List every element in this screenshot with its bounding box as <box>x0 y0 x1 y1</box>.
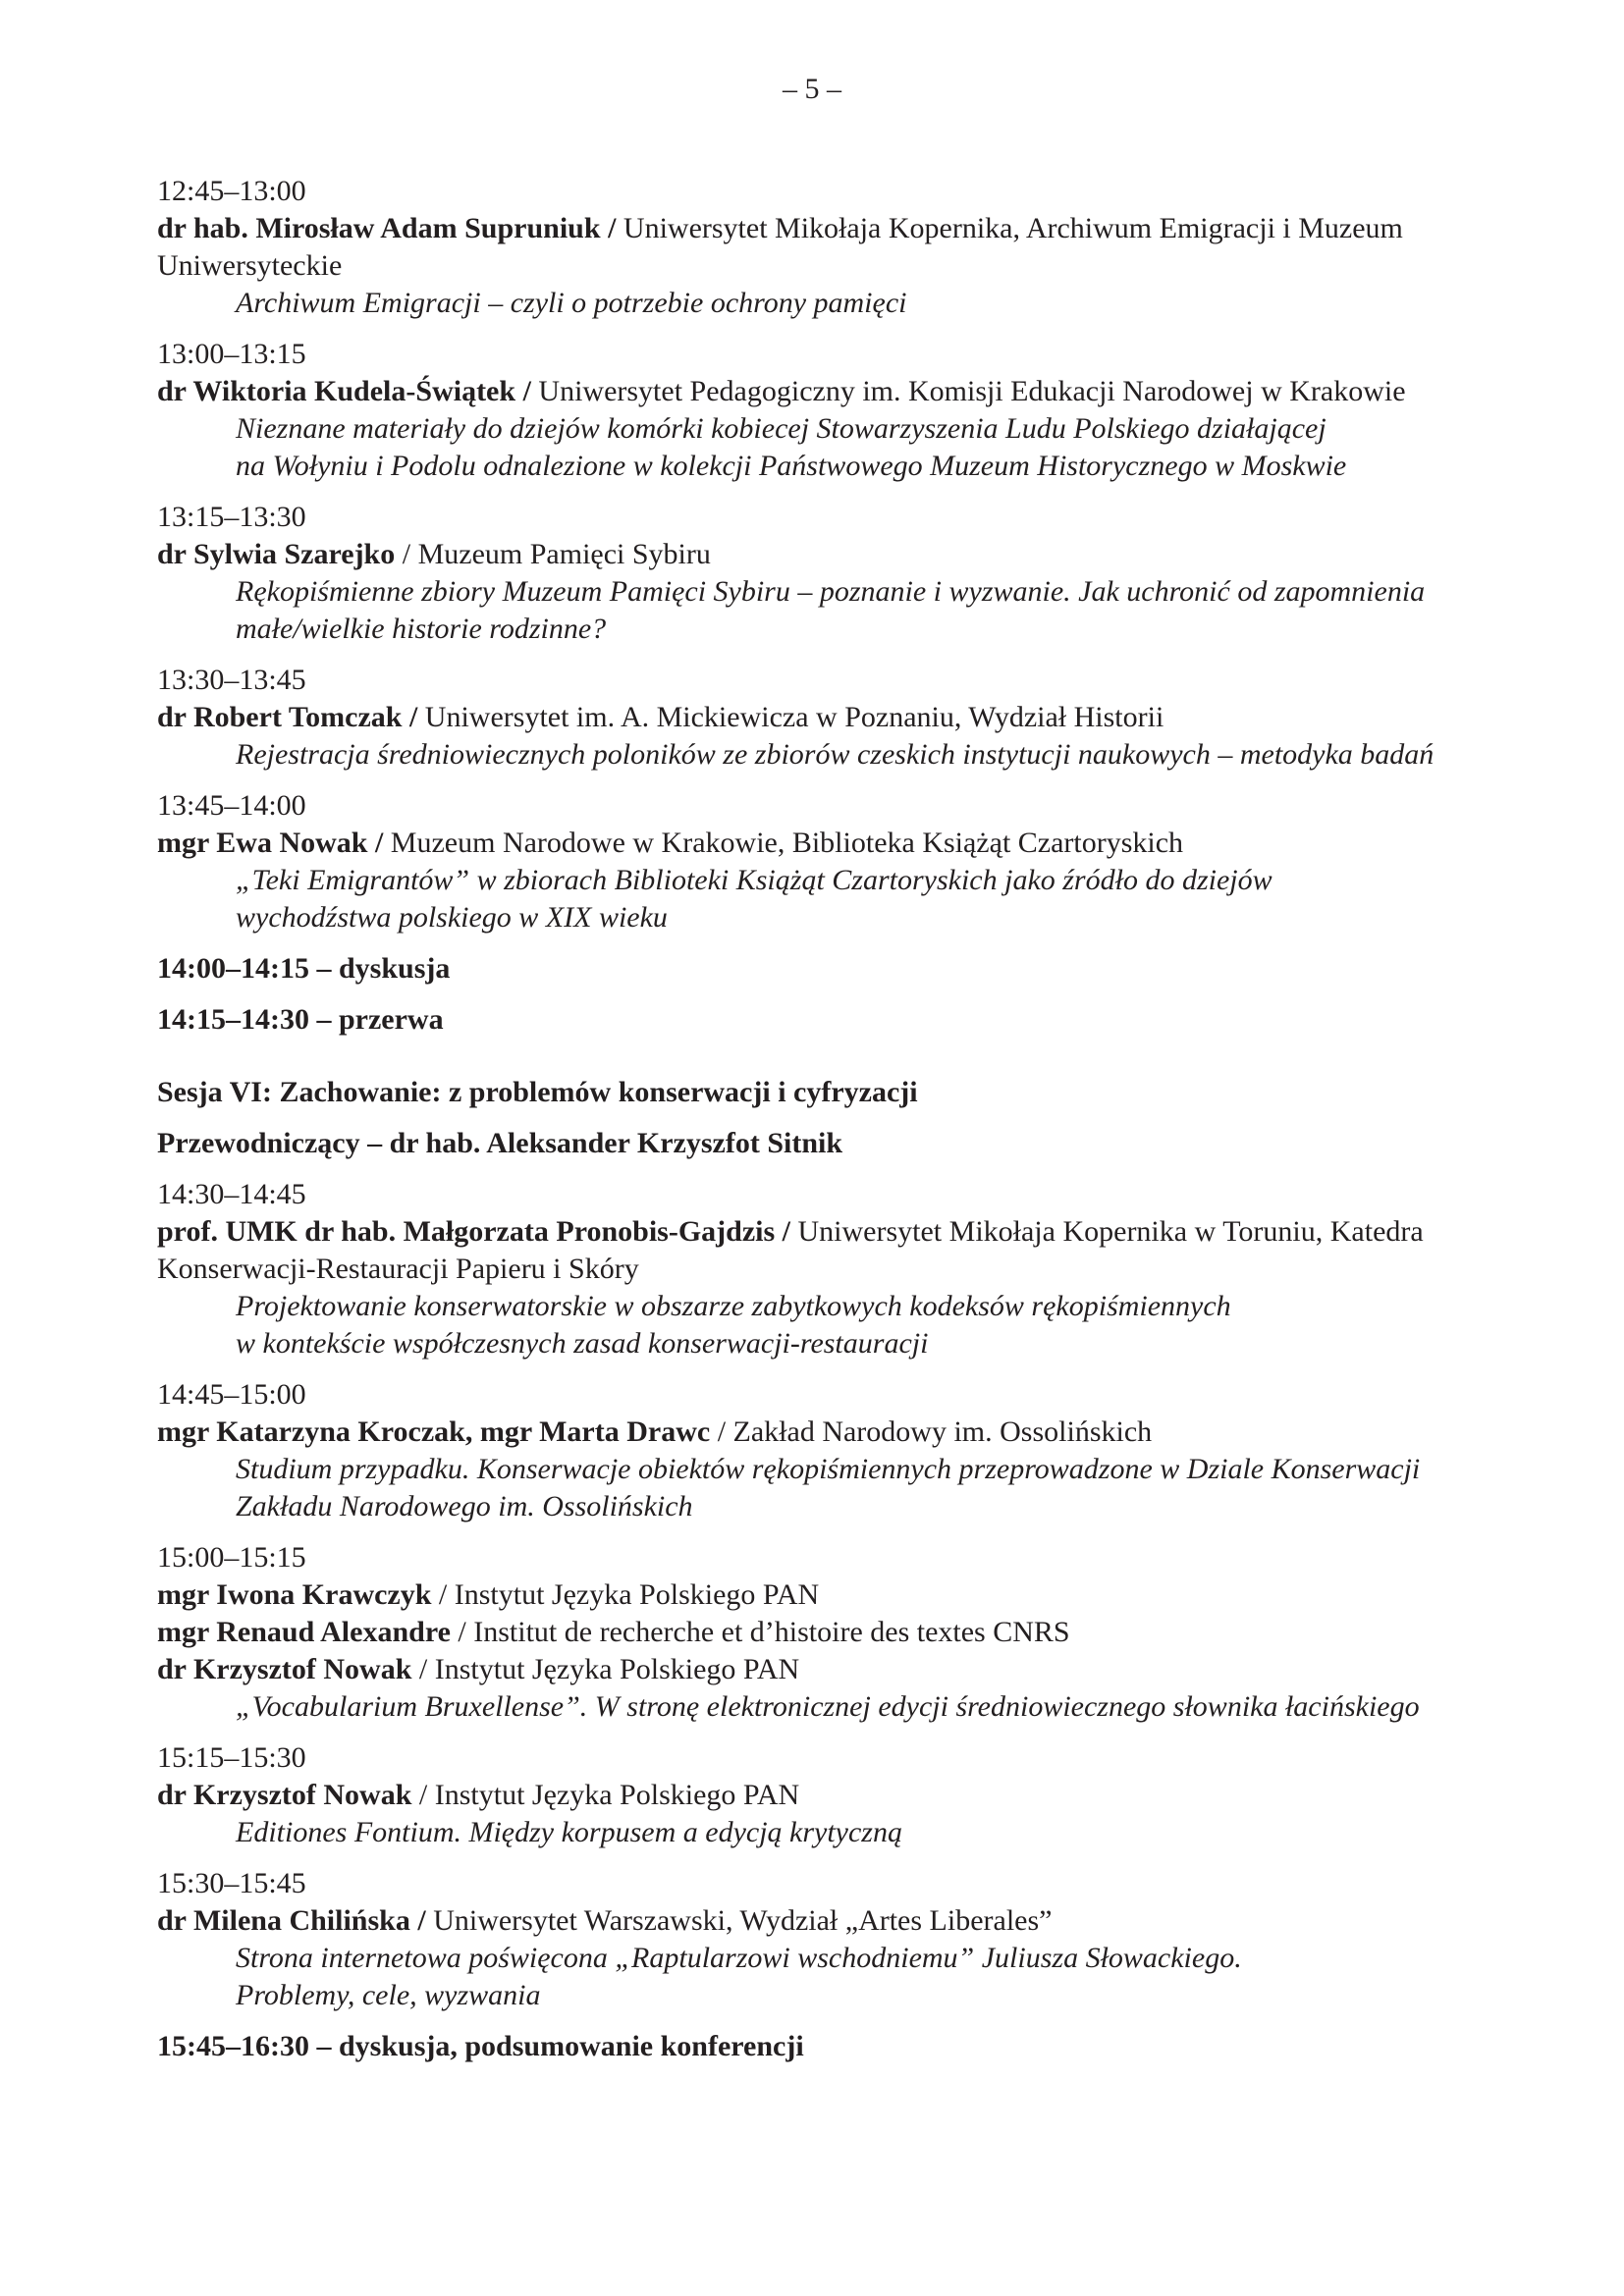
speaker-line <box>157 210 1473 285</box>
time-slot: 15:00–15:15 <box>157 1541 306 1574</box>
separator: / <box>775 1215 798 1248</box>
speaker-affiliation: Uniwersytet Mikołaja Kopernika w Toruniu, Katedra Konserwacji-Restauracji Papieru i Skóry <box>157 1215 1424 1285</box>
program-entry <box>157 1539 1473 1726</box>
page-number: – 5 – <box>783 73 841 105</box>
talk-title-line: Rejestracja średniowiecznych poloników ze zbiorów czeskich instytucji naukowych – metodyka badań <box>236 738 1435 771</box>
program-entry <box>157 1865 1473 2014</box>
speaker-affiliation: Institut de recherche et d’histoire des textes CNRS <box>473 1616 1070 1648</box>
speaker-name: dr Robert Tomczak <box>157 701 403 733</box>
talk-title-line: Projektowanie konserwatorskie w obszarze zabytkowych kodeksów rękopiśmiennych <box>236 1290 1231 1322</box>
talk-title-line: Zakładu Narodowego im. Ossolińskich <box>236 1490 693 1522</box>
speaker-name: prof. UMK dr hab. Małgorzata Pronobis-Gajdzis <box>157 1215 776 1248</box>
speaker-affiliation: Instytut Języka Polskiego PAN <box>454 1578 820 1611</box>
program-part-2 <box>157 1176 1473 2014</box>
speaker-line <box>157 1614 1473 1651</box>
speaker-line <box>157 699 1473 736</box>
separator: / <box>515 375 539 407</box>
program-content <box>157 173 1473 2065</box>
separator: / <box>411 1653 435 1685</box>
program-part-1 <box>157 173 1473 936</box>
speaker-line <box>157 1414 1473 1451</box>
speaker-affiliation: Muzeum Pamięci Sybiru <box>417 538 711 570</box>
talk-title-line: małe/wielkie historie rodzinne? <box>236 613 607 645</box>
program-entry <box>157 1176 1473 1362</box>
talk-title-line: na Wołyniu i Podolu odnalezione w kolekcji Państwowego Muzeum Historycznego w Moskwie <box>236 450 1347 482</box>
separator: / <box>402 701 425 733</box>
speaker-line <box>157 536 1473 573</box>
time-slot: 15:30–15:45 <box>157 1867 306 1899</box>
speaker-affiliation: Muzeum Narodowe w Krakowie, Biblioteka Książąt Czartoryskich <box>390 827 1184 859</box>
speaker-affiliation: Uniwersytet im. A. Mickiewicza w Poznaniu, Wydział Historii <box>424 701 1164 733</box>
break-slot: 14:15–14:30 – przerwa <box>157 1003 444 1036</box>
speaker-name: mgr Ewa Nowak <box>157 827 368 859</box>
separator: / <box>367 827 391 859</box>
speaker-affiliation: Instytut Języka Polskiego PAN <box>434 1653 800 1685</box>
speaker-name: dr Krzysztof Nowak <box>157 1653 412 1685</box>
program-entry <box>157 336 1473 485</box>
time-slot: 14:45–15:00 <box>157 1378 306 1411</box>
talk-title-line: Nieznane materiały do dziejów komórki kobiecej Stowarzyszenia Ludu Polskiego działającej <box>236 412 1326 445</box>
speaker-name: mgr Renaud Alexandre <box>157 1616 451 1648</box>
closing-slot: 15:45–16:30 – dyskusja, podsumowanie konferencji <box>157 2030 804 2062</box>
session-title: Sesja VI: Zachowanie: z problemów konserwacji i cyfryzacji <box>157 1076 918 1108</box>
speaker-line <box>157 1777 1473 1814</box>
speaker-name: mgr Katarzyna Kroczak, mgr Marta Drawc <box>157 1415 711 1448</box>
talk-title-line: wychodźstwa polskiego w XIX wieku <box>236 901 668 934</box>
session-chair: Przewodniczący – dr hab. Aleksander Krzyszfot Sitnik <box>157 1127 843 1159</box>
speaker-line <box>157 825 1473 862</box>
time-slot: 13:00–13:15 <box>157 338 306 370</box>
program-entry <box>157 787 1473 936</box>
time-slot: 13:15–13:30 <box>157 501 306 533</box>
talk-title-line: Editiones Fontium. Między korpusem a edycją krytyczną <box>236 1816 902 1848</box>
speaker-affiliation: Uniwersytet Mikołaja Kopernika, Archiwum Emigracji i Muzeum Uniwersyteckie <box>157 212 1403 282</box>
speaker-name: dr Milena Chilińska <box>157 1904 410 1937</box>
time-slot: 15:15–15:30 <box>157 1741 306 1774</box>
separator: / <box>409 1904 434 1937</box>
program-entry <box>157 1739 1473 1851</box>
separator: / <box>431 1578 455 1611</box>
speaker-name: mgr Iwona Krawczyk <box>157 1578 432 1611</box>
time-slot: 12:45–13:00 <box>157 175 306 207</box>
speaker-affiliation: Uniwersytet Pedagogiczny im. Komisji Edukacji Narodowej w Krakowie <box>538 375 1406 407</box>
speaker-line <box>157 1576 1473 1614</box>
talk-title-line: Archiwum Emigracji – czyli o potrzebie ochrony pamięci <box>236 287 907 319</box>
talk-title-line: „Teki Emigrantów” w zbiorach Biblioteki Książąt Czartoryskich jako źródło do dziejów <box>236 864 1272 896</box>
program-entry <box>157 662 1473 774</box>
separator: / <box>395 538 418 570</box>
speaker-name: dr Wiktoria Kudela-Świątek <box>157 375 516 407</box>
speaker-name: dr Krzysztof Nowak <box>157 1779 412 1811</box>
speaker-name: dr hab. Mirosław Adam Supruniuk <box>157 212 601 244</box>
speaker-affiliation: Instytut Języka Polskiego PAN <box>434 1779 800 1811</box>
time-slot: 14:30–14:45 <box>157 1178 306 1210</box>
talk-title-line: w kontekście współczesnych zasad konserwacji-restauracji <box>236 1327 929 1360</box>
speaker-line <box>157 1213 1473 1288</box>
program-entry <box>157 173 1473 322</box>
separator: / <box>411 1779 435 1811</box>
speaker-affiliation: Zakład Narodowy im. Ossolińskich <box>732 1415 1153 1448</box>
speaker-line <box>157 1651 1473 1688</box>
talk-title-line: Problemy, cele, wyzwania <box>236 1979 541 2011</box>
speaker-line <box>157 373 1473 410</box>
talk-title-line: Studium przypadku. Konserwacje obiektów rękopiśmiennych przeprowadzone w Dziale Konserwacji <box>236 1453 1421 1485</box>
speaker-name: dr Sylwia Szarejko <box>157 538 396 570</box>
program-entry <box>157 1376 1473 1525</box>
speaker-line <box>157 1902 1473 1940</box>
separator: / <box>710 1415 733 1448</box>
discussion-slot: 14:00–14:15 – dyskusja <box>157 952 451 985</box>
program-entry <box>157 499 1473 648</box>
time-slot: 13:30–13:45 <box>157 664 306 696</box>
talk-title-line: „Vocabularium Bruxellense”. W stronę elektronicznej edycji średniowiecznego słownika łacińskiego <box>236 1690 1420 1723</box>
separator: / <box>600 212 623 244</box>
talk-title-line: Strona internetowa poświęcona „Raptularzowi wschodniemu” Juliusza Słowackiego. <box>236 1942 1242 1974</box>
separator: / <box>450 1616 474 1648</box>
time-slot: 13:45–14:00 <box>157 789 306 822</box>
speaker-affiliation: Uniwersytet Warszawski, Wydział „Artes Liberales” <box>433 1904 1053 1937</box>
talk-title-line: Rękopiśmienne zbiory Muzeum Pamięci Sybiru – poznanie i wyzwanie. Jak uchronić od zapomnienia <box>236 575 1426 608</box>
